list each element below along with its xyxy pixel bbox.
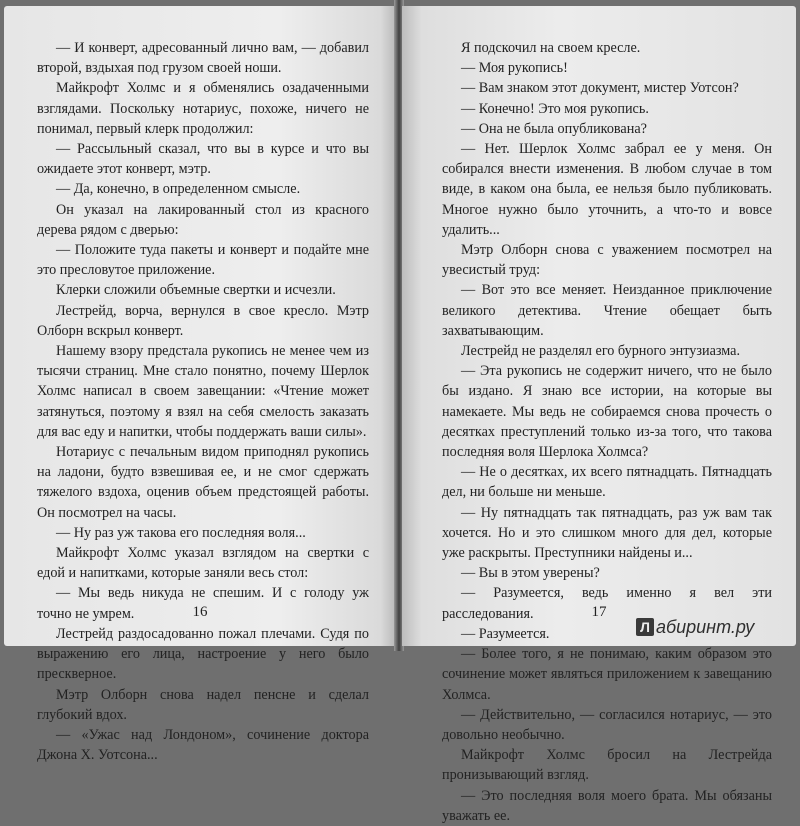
paragraph: — Более того, я не понимаю, каким образом это сочинение может являться приложением к завещанию Холмса. — [442, 646, 772, 703]
page-number: 17 — [591, 604, 607, 620]
paragraph: Лестрейд не разделял его бурного энтузиазма. — [461, 343, 740, 360]
paragraph: — Положите туда пакеты и конверт и подайте мне это пресловутое приложение. — [37, 242, 369, 279]
paragraph: — Она не была опубликована? — [461, 120, 647, 137]
paragraph: — Вот это все меняет. Неизданное приключение великого детектива. Чтение обещает быть захватывающим. — [442, 282, 772, 339]
paragraph: Он указал на лакированный стол из красного дерева рядом с дверью: — [37, 201, 369, 238]
paragraph: — Ну раз уж такова его последняя воля... — [56, 524, 306, 541]
paragraph: — Мы ведь никуда не спешим. И с голоду уж точно не умрем. — [37, 585, 369, 622]
paragraph: — Вы в этом уверены? — [461, 565, 600, 582]
paragraph: — Конечно! Это моя рукопись. — [461, 100, 649, 117]
paragraph: Майкрофт Холмс указал взглядом на свертки с едой и напитками, которые заняли весь стол: — [37, 545, 369, 582]
paragraph: Клерки сложили объемные свертки и исчезли. — [56, 282, 336, 299]
paragraph: — Разумеется, ведь именно я вел эти расследования. — [442, 585, 772, 622]
paragraph: — Действительно, — согласился нотариус, — это довольно необычно. — [442, 706, 772, 743]
paragraph: — Нет. Шерлок Холмс забрал ее у меня. Он собирался внести изменения. В любом случае в том виде, в каком она была, ее нельзя было публиковать. Многое нужно было уточнить, а что-то и вовсе удалить... — [442, 141, 772, 238]
paragraph: Мэтр Олборн снова надел пенсне и сделал глубокий вдох. — [37, 686, 369, 723]
paragraph: — Ну пятнадцать так пятнадцать, раз уж вам так хочется. Но и это слишком много для дел, которые уже раскрыты. Преступники найдены и... — [442, 504, 772, 562]
paragraph: — Рассыльный сказал, что вы в курсе и что вы ожидаете этот конверт, мэтр. — [37, 141, 369, 178]
right-page — [402, 6, 796, 824]
paragraph: Нашему взору предстала рукопись не менее чем из тысячи страниц. Мне стало понятно, почему Шерлок Холмс написал в своем завещании: «Чтение может затянуться, поэтому я взял на себя смелость заказать для вас еду и напитки, чтобы поддержать ваши силы». — [37, 343, 369, 440]
paragraph: Майкрофт Холмс бросил на Лестрейда пронизывающий взгляд. — [442, 747, 772, 784]
watermark-text: абиринт.ру — [656, 616, 755, 637]
left-page — [4, 6, 396, 764]
left-page-text — [37, 38, 369, 765]
paragraph: Лестрейд, ворча, вернулся в свое кресло. Мэтр Олборн вскрыл конверт. — [37, 302, 369, 339]
paragraph: — Вам знаком этот документ, мистер Уотсон? — [461, 80, 739, 97]
paragraph: Лестрейд раздосадованно пожал плечами. Судя по выражению его лица, настроение у него было прескверное. — [37, 625, 369, 683]
labirint-watermark — [636, 614, 792, 640]
paragraph: Мэтр Олборн снова с уважением посмотрел на увесистый труд: — [442, 242, 772, 279]
paragraph: — Моя рукопись! — [461, 60, 568, 77]
paragraph: Майкрофт Холмс и я обменялись озадаченными взглядами. Поскольку нотариус, похоже, ничего не понимал, первый клерк продолжил: — [37, 80, 369, 137]
paragraph: — Разумеется. — [461, 625, 550, 642]
page-number: 16 — [192, 604, 208, 620]
paragraph: Нотариус с печальным видом приподнял рукопись на ладони, будто взвешивая ее, и не смог сдержать тяжелого вздоха, оценив объем предстоящей работы. Он посмотрел на часы. — [37, 444, 369, 521]
paragraph: — Это последняя воля моего брата. Мы обязаны уважать ее. — [442, 787, 772, 824]
paragraph: — Да, конечно, в определенном смысле. — [56, 181, 301, 198]
paragraph: — Не о десятках, их всего пятнадцать. Пятнадцать дел, ни больше ни меньше. — [442, 464, 772, 501]
right-page-text — [442, 38, 772, 826]
paragraph: — И конверт, адресованный лично вам, — добавил второй, вздыхая под грузом своей ноши. — [37, 40, 369, 77]
paragraph: — «Ужас над Лондоном», сочинение доктора Джона Х. Уотсона... — [37, 726, 369, 764]
labirint-logo-icon: Л — [636, 618, 654, 636]
paragraph: Я подскочил на своем кресле. — [461, 40, 641, 56]
paragraph: — Эта рукопись не содержит ничего, что не было бы издано. Я знаю все истории, на которые вы намекаете. Мы ведь не собираемся снова прочесть о десятках преступлений только из-за того, что такова последняя воля Шерлока Холмса? — [442, 363, 772, 461]
